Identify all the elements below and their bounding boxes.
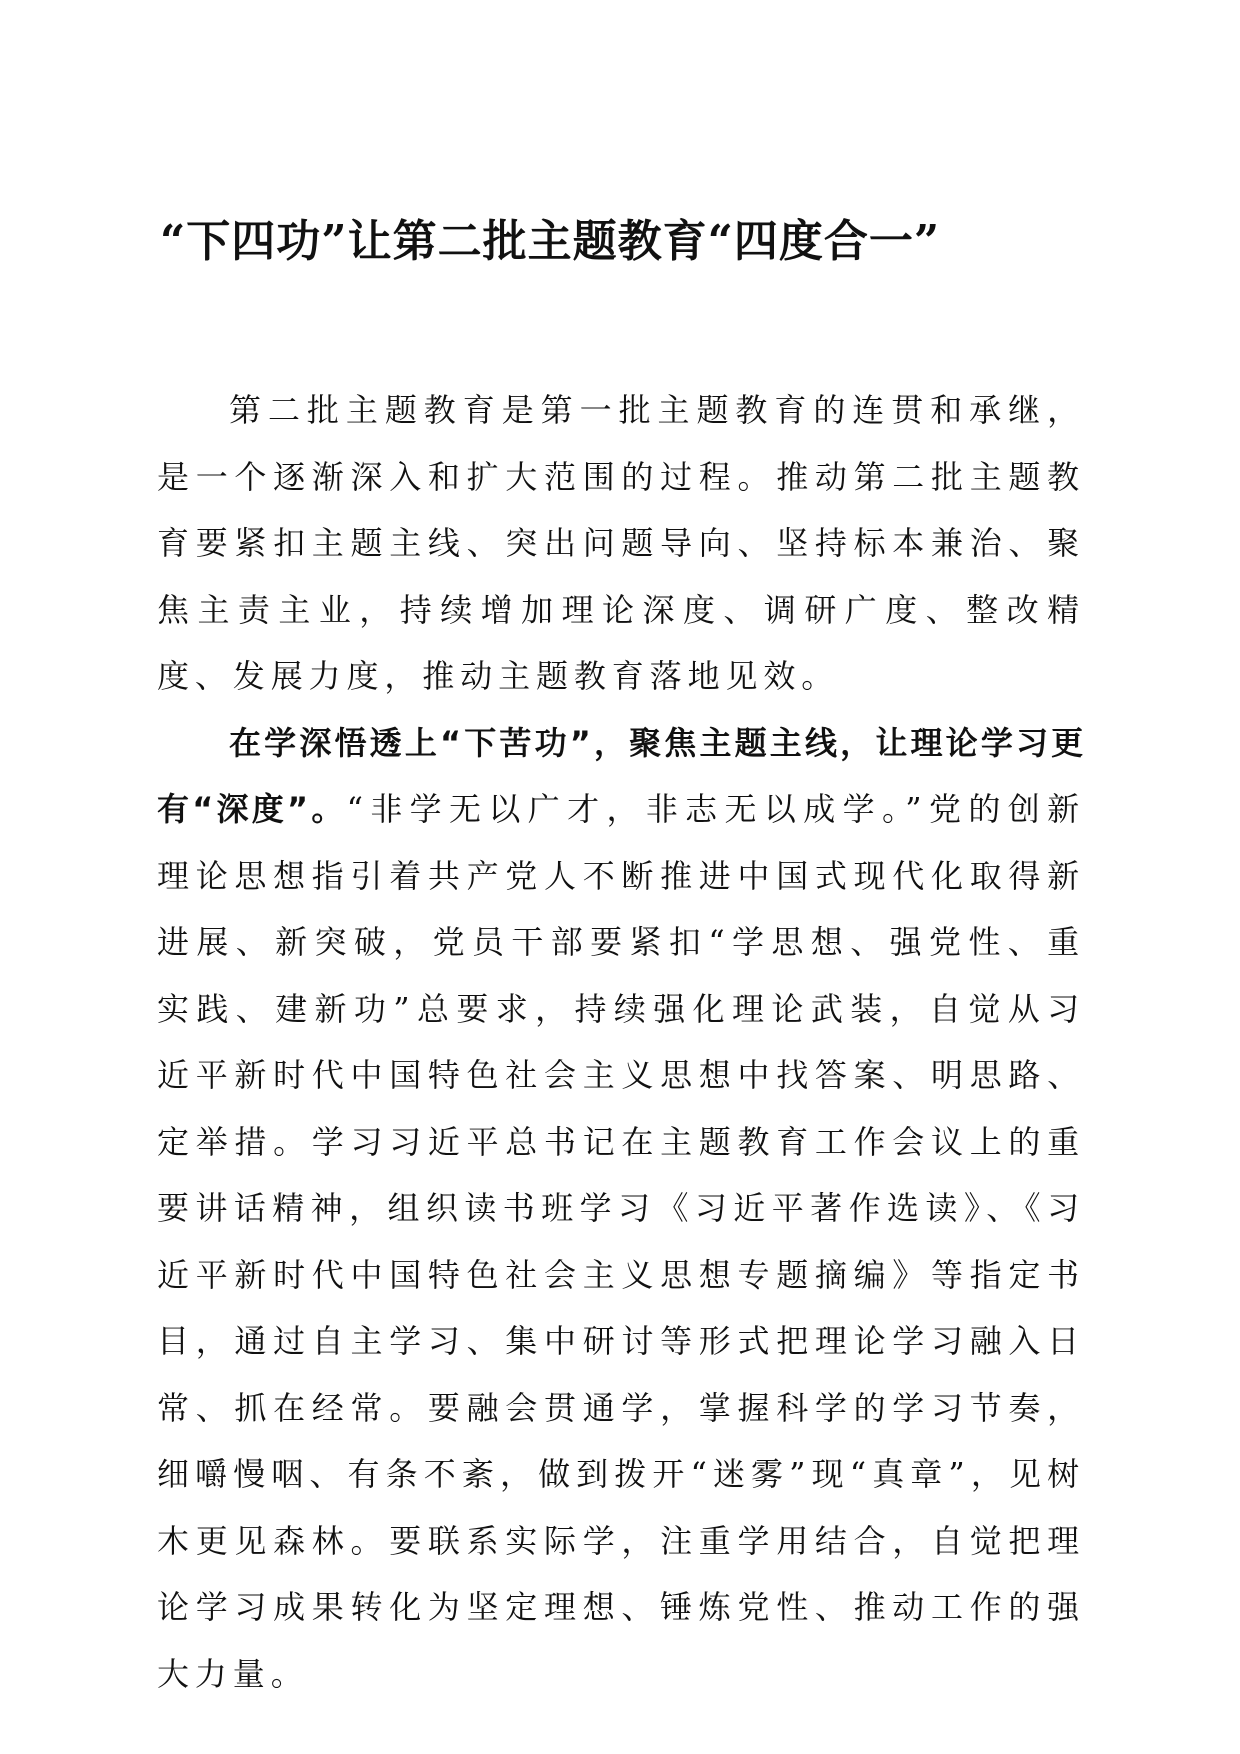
paragraph-lead: 在学深悟透上“下苦功”，聚焦主题主线，让理论学习更有“深度”。 xyxy=(157,723,1085,828)
paragraph-study xyxy=(157,710,1085,1708)
paragraph-intro xyxy=(157,377,1085,710)
document-title: “下四功”让第二批主题教育“四度合一” xyxy=(160,216,941,267)
paragraph-text: 第二批主题教育是第一批主题教育的连贯和承继，是一个逐渐深入和扩大范围的过程。推动第二批主题教育要紧扣主题主线、突出问题导向、坚持标本兼治、聚焦主责主业，持续增加理论深度、调研广度、整改精度、发展力度，推动主题教育落地见效。 xyxy=(157,391,1085,695)
paragraph-text: “非学无以广才，非志无以成学。”党的创新理论思想指引着共产党人不断推进中国式现代化取得新进展、新突破，党员干部要紧扣“学思想、强党性、重实践、建新功”总要求，持续强化理论武装，自觉从习近平新时代中国特色社会主义思想中找答案、明思路、定举措。学习习近平总书记在主题教育工作会议上的重要讲话精神，组织读书班学习《习近平著作选读》、《习近平新时代中国特色社会主义思想专题摘编》等指定书目，通过自主学习、集中研讨等形式把理论学习融入日常、抓在经常。要融会贯通学，掌握科学的学习节奏，细嚼慢咽、有条不紊，做到拨开“迷雾”现“真章”，见树木更见森林。要联系实际学，注重学用结合，自觉把理论学习成果转化为坚定理想、锤炼党性、推动工作的强大力量。 xyxy=(157,790,1085,1693)
document-body xyxy=(157,377,1085,1707)
